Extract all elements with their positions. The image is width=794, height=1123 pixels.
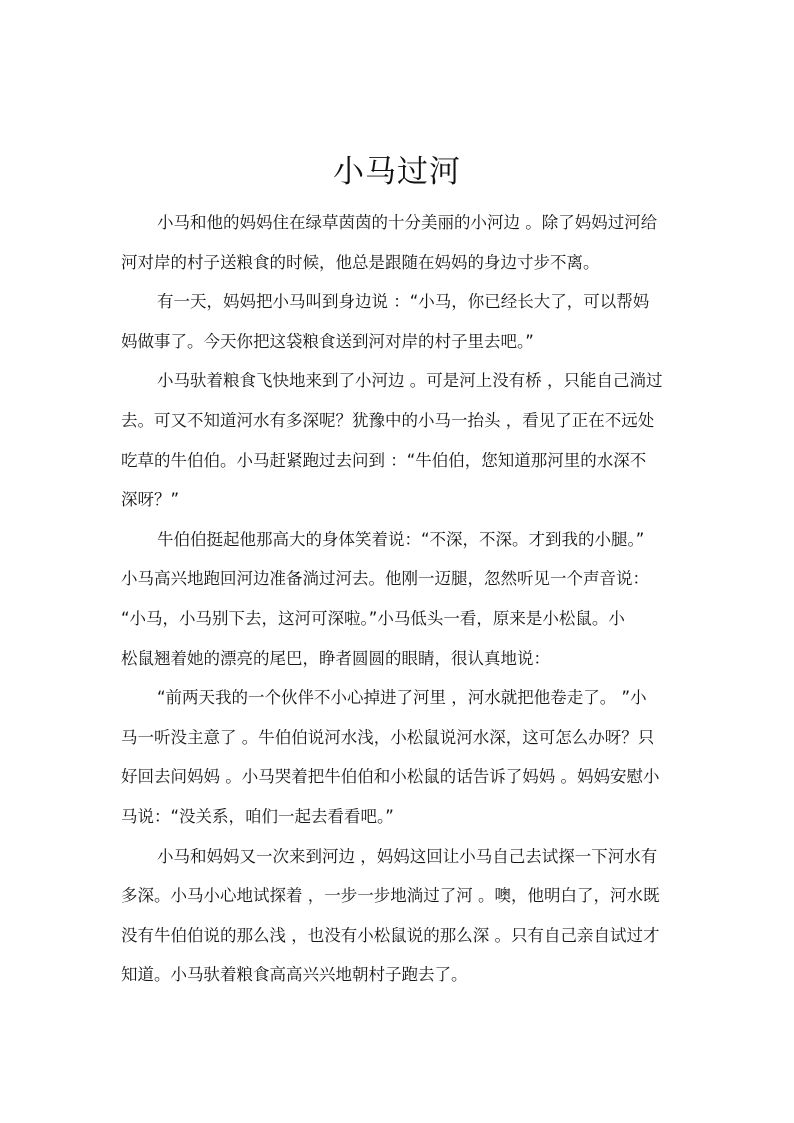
text-line: 吃草的牛伯伯。小马赶紧跑过去问到 ：“牛伯伯，您知道那河里的水深不: [121, 450, 647, 470]
paragraph-4: [121, 520, 681, 678]
text-line: 小马高兴地跑回河边准备淌过河去。他刚一迈腿，忽然听见一个声音说：: [121, 569, 649, 589]
text-line: 小马和妈妈又一次来到河边 ，妈妈这回让小马自己去试探一下河水有: [157, 846, 658, 866]
text-line: 河对岸的村子送粮食的时候，他总是跟随在妈妈的身边寸步不离。: [121, 252, 600, 272]
paragraph-6: [121, 837, 681, 995]
document-body: [121, 203, 681, 995]
text-line: 小马驮着粮食飞快地来到了小河边 。可是河上没有桥 ，只能自己淌过: [157, 371, 663, 391]
text-line: 去。可又不知道河水有多深呢？犹豫中的小马一抬头 ，看见了正在不远处: [121, 410, 655, 430]
text-line: 妈做事了。今天你把这袋粮食送到河对岸的村子里去吧。”: [121, 331, 534, 351]
text-line: 深呀？”: [121, 490, 180, 510]
text-line: 知道。小马驮着粮食高高兴兴地朝村子跑去了。: [121, 965, 468, 985]
text-line: “小马，小马别下去，这河可深啦。”小马低头一看，原来是小松鼠。小: [121, 608, 625, 628]
text-line: “前两天我的一个伙伴不小心掉进了河里 ，河水就把他卷走了。 ”小: [157, 688, 647, 708]
text-line: 马一听没主意了 。牛伯伯说河水浅，小松鼠说河水深，这可怎么办呀？只: [121, 727, 655, 747]
text-line: 小马和他的妈妈住在绿草茵茵的十分美丽的小河边 。除了妈妈过河给: [157, 213, 658, 232]
text-line: 多深。小马小心地试探着 ，一步一步地淌过了河 。噢，他明白了，河水既: [121, 886, 660, 906]
text-line: 有一天，妈妈把小马叫到身边说 ：“小马，你已经长大了，可以帮妈: [157, 292, 650, 312]
paragraph-1: [121, 203, 681, 282]
text-line: 好回去问妈妈 。小马哭着把牛伯伯和小松鼠的话告诉了妈妈 。妈妈安慰小: [121, 767, 660, 787]
text-line: 没有牛伯伯说的那么浅 ，也没有小松鼠说的那么深 。只有自己亲自试过才: [121, 925, 660, 945]
paragraph-2: [121, 282, 681, 361]
paragraph-5: [121, 678, 681, 836]
text-line: 马说：“没关系，咱们一起去看看吧。”: [121, 806, 394, 826]
text-line: 牛伯伯挺起他那高大的身体笑着说：“不深，不深。才到我的小腿。”: [157, 529, 645, 549]
paragraph-3: [121, 361, 681, 519]
text-line: 松鼠翘着她的漂亮的尾巴，睁者圆圆的眼睛，很认真地说：: [121, 648, 550, 668]
document-title: 小马过河: [333, 154, 461, 190]
